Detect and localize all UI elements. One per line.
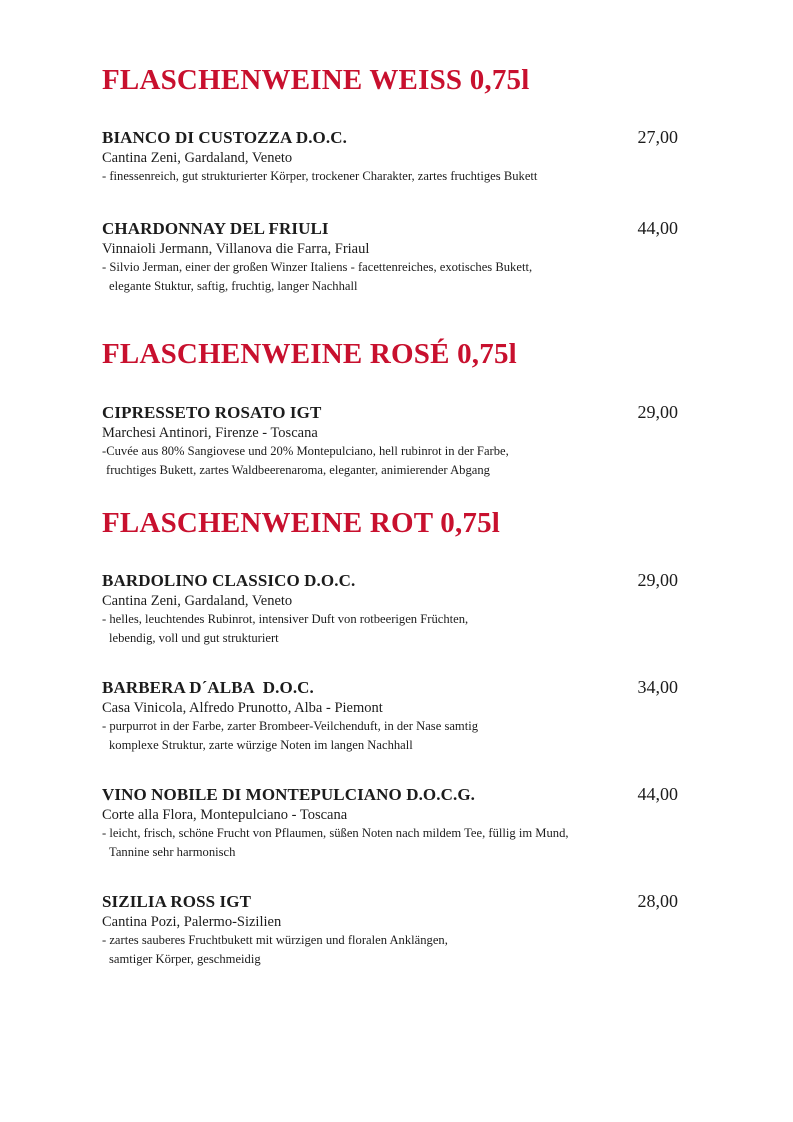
wine-price: 29,00 — [637, 570, 678, 590]
wine-name: BIANCO DI CUSTOZZA D.O.C. — [102, 128, 347, 147]
wine-description-line: fruchtiges Bukett, zartes Waldbeerenaroma, eleganter, animierender Abgang — [106, 463, 490, 477]
wine-entry-cipresseto-rosato — [102, 402, 678, 480]
wine-producer: Marchesi Antinori, Firenze - Toscana — [102, 425, 318, 441]
wine-producer: Corte alla Flora, Montepulciano - Toscana — [102, 807, 348, 823]
wine-entry-barbera-dalba — [102, 677, 678, 755]
wine-name: SIZILIA ROSS IGT — [102, 892, 252, 911]
wine-producer: Cantina Pozi, Palermo-Sizilien — [102, 914, 282, 930]
wine-description — [102, 931, 678, 969]
wine-entry-vino-nobile-di-montepulciano — [102, 784, 678, 862]
wine-description-line: komplexe Struktur, zarte würzige Noten im langen Nachhall — [109, 738, 413, 752]
wine-entry-chardonnay-del-friuli — [102, 218, 678, 296]
wine-name: BARBERA D´ALBA D.O.C. — [102, 678, 314, 697]
wine-producer: Cantina Zeni, Gardaland, Veneto — [102, 150, 293, 166]
wine-description — [102, 610, 678, 648]
wine-price: 29,00 — [637, 402, 678, 422]
wine-description-line: - Silvio Jerman, einer der großen Winzer Italiens - facettenreiches, exotisches Bukett, — [102, 260, 533, 274]
wine-producer: Casa Vinicola, Alfredo Prunotto, Alba - Piemont — [102, 700, 383, 716]
section-title-rot: FLASCHENWEINE ROT 0,75l — [102, 507, 501, 539]
wine-description — [102, 167, 678, 186]
wine-description — [102, 824, 678, 862]
section-title-weiss: FLASCHENWEINE WEISS 0,75l — [102, 64, 530, 96]
wine-price: 44,00 — [637, 784, 678, 804]
wine-name: VINO NOBILE DI MONTEPULCIANO D.O.C.G. — [102, 785, 476, 804]
wine-name: CHARDONNAY DEL FRIULI — [102, 219, 329, 238]
wine-entry-bianco-di-custozza — [102, 127, 678, 186]
wine-description-line: - purpurrot in der Farbe, zarter Brombeer-Veilchenduft, in der Nase samtig — [102, 719, 479, 733]
wine-description — [102, 717, 678, 755]
wine-price: 44,00 — [637, 218, 678, 238]
wine-description-line: - zartes sauberes Fruchtbukett mit würzigen und floralen Anklängen, — [102, 933, 448, 947]
wine-price: 28,00 — [637, 891, 678, 911]
wine-entry-sizilia-ross — [102, 891, 678, 969]
wine-menu-page — [102, 62, 678, 969]
wine-description-line: - leicht, frisch, schöne Frucht von Pflaumen, süßen Noten nach mildem Tee, füllig im Mund, — [102, 826, 569, 840]
wine-description-line: elegante Stuktur, saftig, fruchtig, langer Nachhall — [109, 279, 358, 293]
wine-producer: Vinnaioli Jermann, Villanova die Farra, Friaul — [102, 241, 370, 257]
wine-description-line: lebendig, voll und gut strukturiert — [109, 631, 279, 645]
wine-name: BARDOLINO CLASSICO D.O.C. — [102, 571, 356, 590]
wine-price: 27,00 — [637, 127, 678, 147]
wine-description-line: - finessenreich, gut strukturierter Körper, trockener Charakter, zartes fruchtiges Bukett — [102, 169, 538, 183]
wine-name: CIPRESSETO ROSATO IGT — [102, 403, 322, 422]
wine-description-line: samtiger Körper, geschmeidig — [109, 952, 261, 966]
wine-producer: Cantina Zeni, Gardaland, Veneto — [102, 593, 293, 609]
section-title-rose: FLASCHENWEINE ROSÉ 0,75l — [102, 338, 517, 370]
wine-description-line: - helles, leuchtendes Rubinrot, intensiver Duft von rotbeerigen Früchten, — [102, 612, 469, 626]
wine-description-line: -Cuvée aus 80% Sangiovese und 20% Montepulciano, hell rubinrot in der Farbe, — [102, 444, 509, 458]
wine-entry-bardolino-classico — [102, 570, 678, 648]
wine-price: 34,00 — [637, 677, 678, 697]
wine-description — [102, 258, 678, 296]
wine-description — [102, 442, 678, 480]
wine-description-line: Tannine sehr harmonisch — [109, 845, 236, 859]
